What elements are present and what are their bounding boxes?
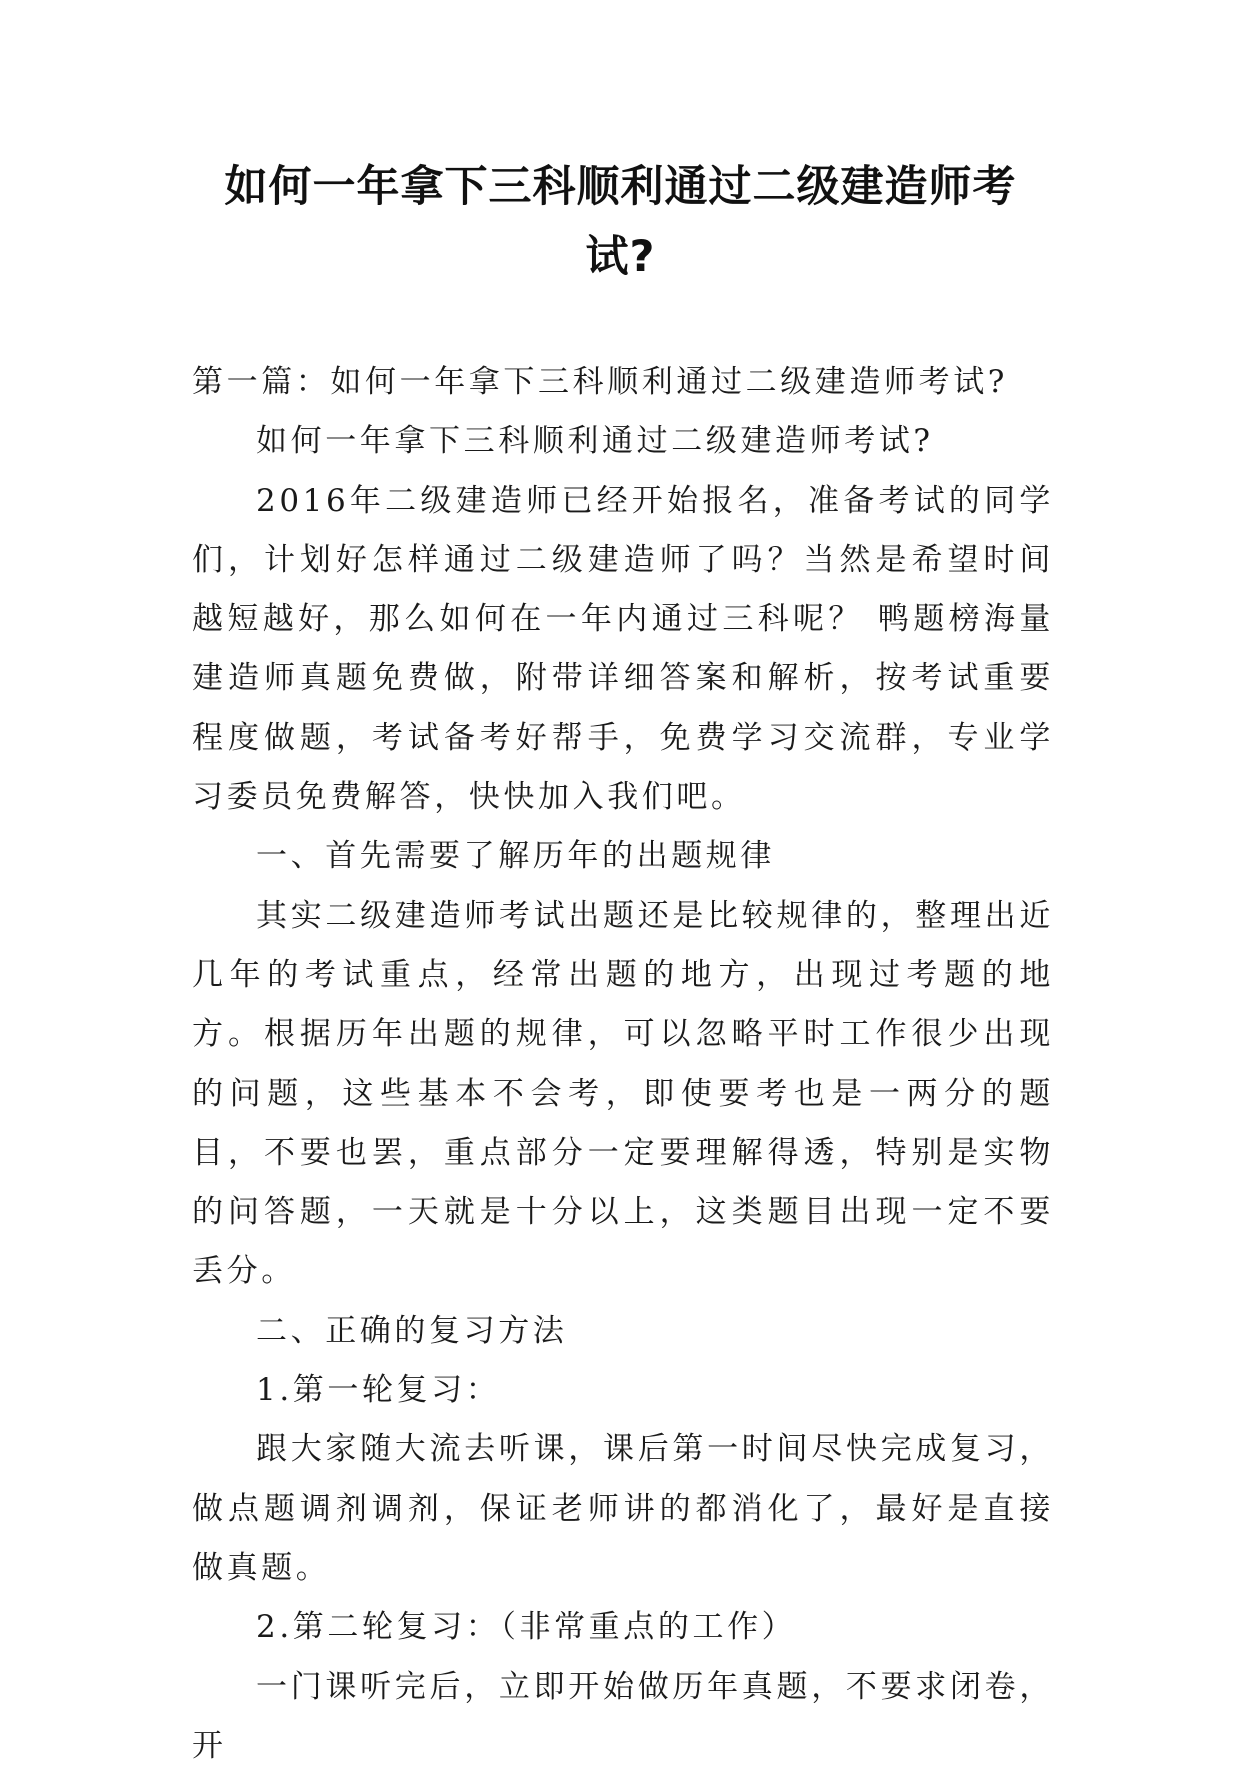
paragraph-exam-patterns: 其实二级建造师考试出题还是比较规律的，整理出近几年的考试重点，经常出题的地方，出现过考题的地方。根据历年出题的规律，可以忽略平时工作很少出现的问题，这些基本不会考，即使要考也是一两分的题目，不要也罢，重点部分一定要理解得透，特别是实物的问答题，一天就是十分以上，这类题目出现一定不要丢分。 <box>192 897 1054 1290</box>
heading-review-method: 二、正确的复习方法 <box>256 1312 568 1349</box>
document-body <box>192 353 1054 1776</box>
paragraph-section-heading: 第一篇：如何一年拿下三科顺利通过二级建造师考试? <box>192 364 1009 400</box>
paragraph-first-round: 跟大家随大流去听课，课后第一时间尽快完成复习，做点题调剂调剂，保证老师讲的都消化了，最好是直接做真题。 <box>192 1431 1054 1586</box>
heading-first-round: 1.第一轮复习： <box>256 1372 501 1409</box>
document-title: 如何一年拿下三科顺利通过二级建造师考试? <box>224 162 1017 282</box>
paragraph-intro: 2016年二级建造师已经开始报名，准备考试的同学们，计划好怎样通过二级建造师了吗？当然是希望时间越短越好，那么如何在一年内通过三科呢？ 鸭题榜海量建造师真题免费做，附带详细答案和解析，按考试重要程度做题，考试备考好帮手，免费学习交流群，专业学习委员免费解答，快快加入我们吧。 <box>192 482 1054 816</box>
paragraph-subtitle: 如何一年拿下三科顺利通过二级建造师考试? <box>256 423 934 460</box>
heading-exam-patterns: 一、首先需要了解历年的出题规律 <box>256 838 775 875</box>
heading-second-round: 2.第二轮复习：（非常重点的工作） <box>256 1609 797 1646</box>
paragraph-second-round: 一门课听完后，立即开始做历年真题，不要求闭卷，开 <box>192 1668 1054 1764</box>
